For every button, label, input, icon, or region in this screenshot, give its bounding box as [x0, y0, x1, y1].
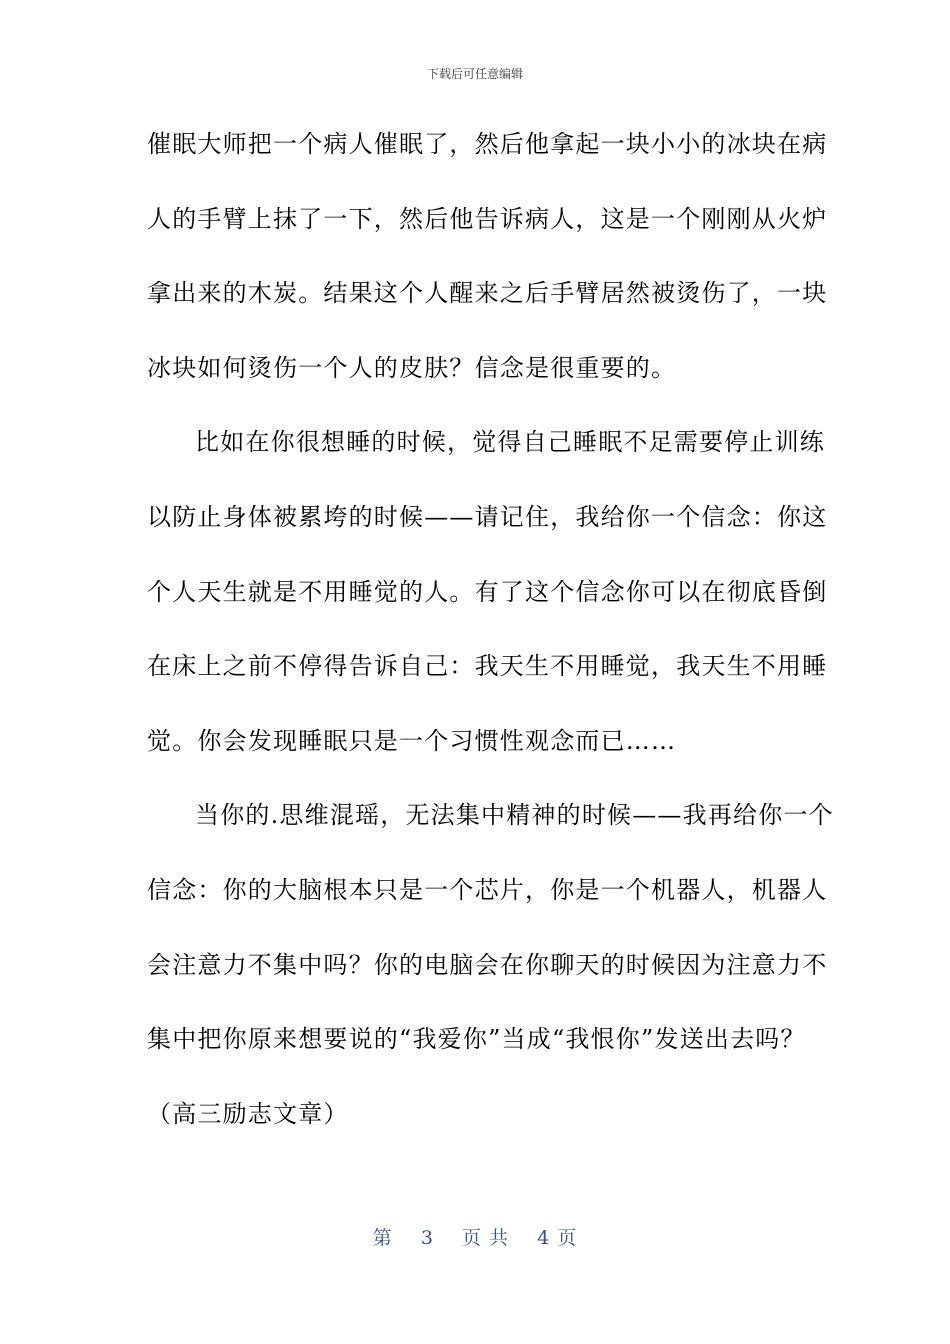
- body-line: 信念：你的大脑根本只是一个芯片，你是一个机器人，机器人: [147, 875, 828, 904]
- body-line: 催眠大师把一个病人催眠了，然后他拿起一块小小的冰块在病: [147, 130, 828, 158]
- body-line: 会注意力不集中吗？你的电脑会在你聊天的时候因为注意力不: [147, 950, 828, 979]
- footer-prefix: 第: [372, 1227, 393, 1249]
- page-header-note: 下载后可任意编辑: [426, 67, 523, 81]
- body-line: 集中把你原来想要说的“我爱你”当成“我恨你”发送出去吗？: [147, 1025, 806, 1054]
- footer-middle: 页 共: [462, 1227, 510, 1249]
- body-line: 人的手臂上抹了一下，然后他告诉病人，这是一个刚刚从火炉: [147, 204, 828, 233]
- body-line: 以防止身体被累垮的时候——请记住，我给你一个信念：你这: [147, 502, 828, 531]
- footer-total-pages: 4: [537, 1227, 551, 1249]
- page-footer: [0, 1226, 950, 1250]
- body-line: 冰块如何烫伤一个人的皮肤？信念是很重要的。: [147, 353, 677, 382]
- body-line: 拿出来的木炭。结果这个人醒来之后手臂居然被烫伤了，一块: [147, 279, 828, 308]
- body-line: 当你的.思维混瑶，无法集中精神的时候——我再给你一个: [195, 801, 834, 830]
- body-line: 个人天生就是不用睡觉的人。有了这个信念你可以在彻底昏倒: [147, 577, 828, 606]
- document-body: [147, 122, 834, 1166]
- footer-suffix: 页: [557, 1227, 578, 1249]
- footer-page-number: 3: [420, 1227, 434, 1249]
- body-line: （高三励志文章）: [147, 1099, 349, 1128]
- body-line: 在床上之前不停得告诉自己：我天生不用睡觉，我天生不用睡: [147, 652, 828, 681]
- body-line: 比如在你很想睡的时候，觉得自己睡眠不足需要停止训练: [195, 428, 825, 457]
- body-line: 觉。你会发现睡眠只是一个习惯性观念而已……: [147, 726, 677, 755]
